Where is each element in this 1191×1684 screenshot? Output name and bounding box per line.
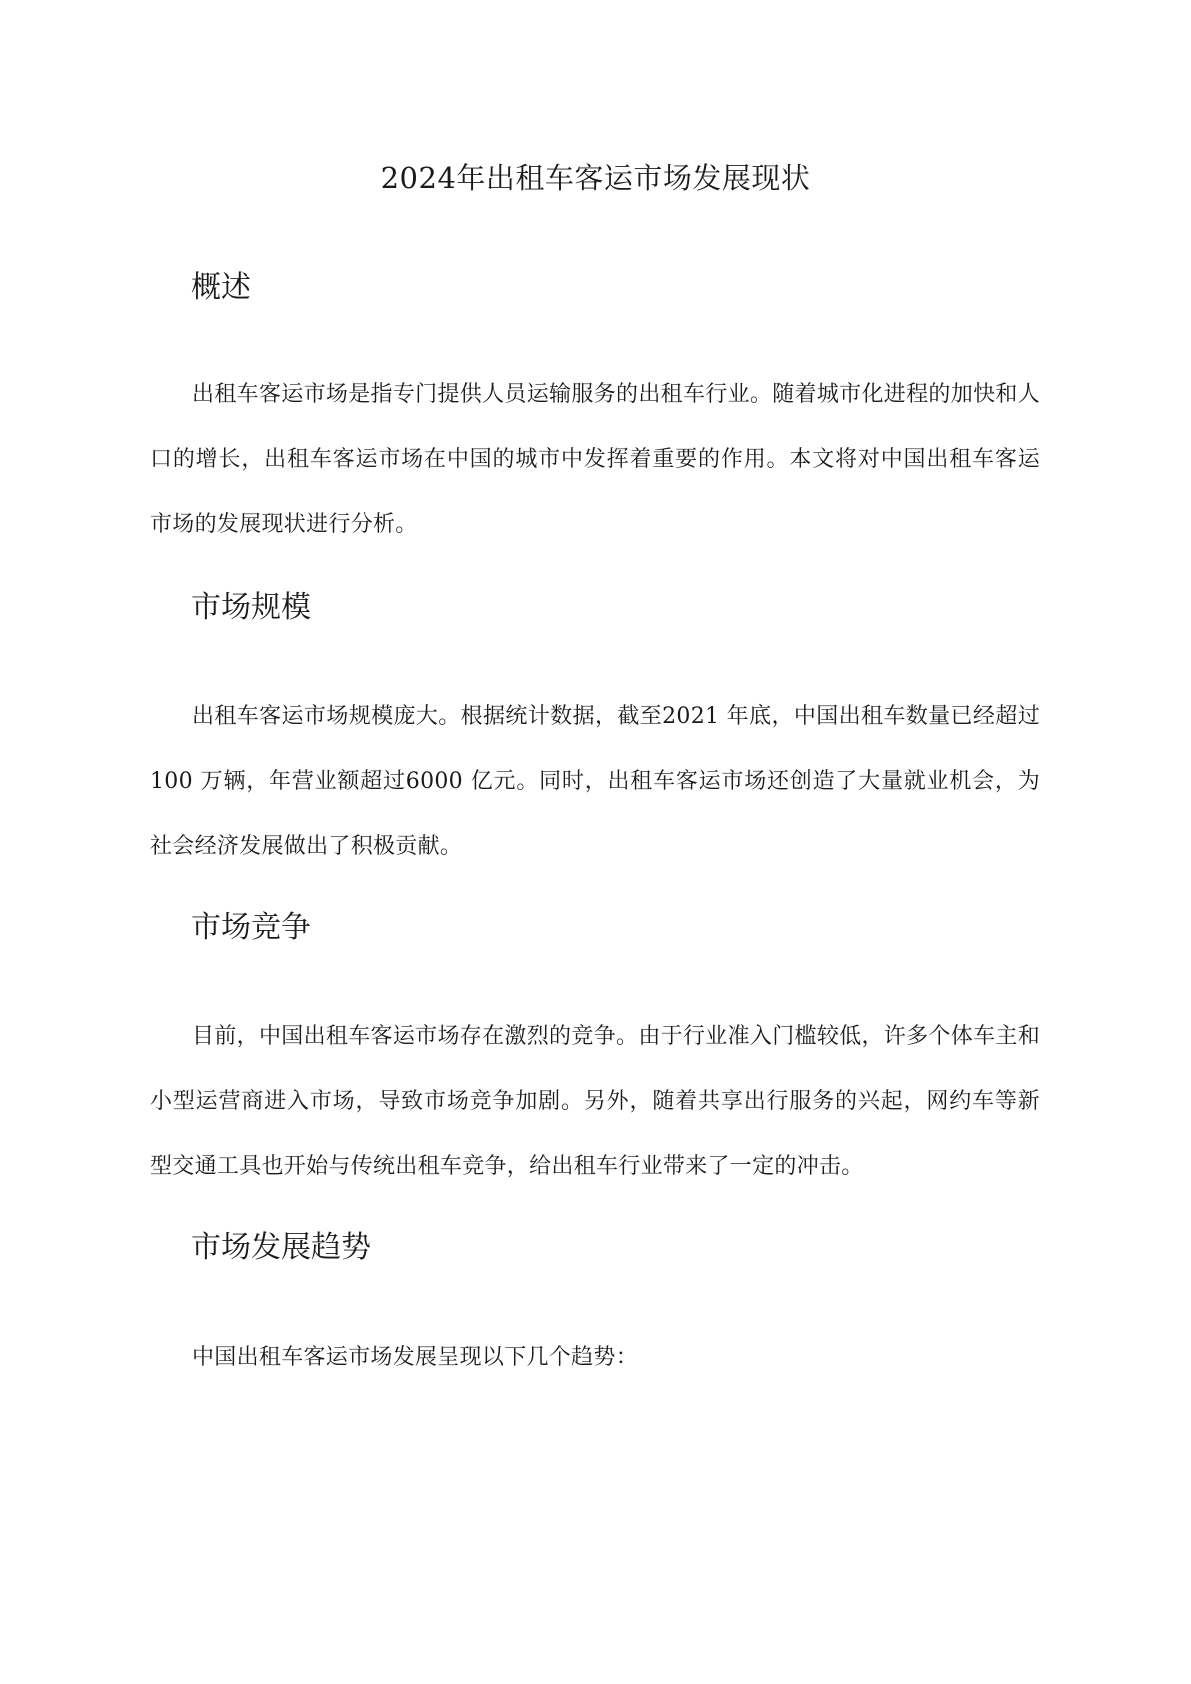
section-paragraph-overview: 出租车客运市场是指专门提供人员运输服务的出租车行业。随着城市化进程的加快和人口的增长，出租车客运市场在中国的城市中发挥着重要的作用。本文将对中国出租车客运市场的发展现状进行分析。: [150, 382, 1040, 537]
section-heading-trends: 市场发展趋势: [191, 1230, 371, 1265]
section-paragraph-trends: 中国出租车客运市场发展呈现以下几个趋势：: [192, 1345, 639, 1370]
section-paragraph-competition: 目前，中国出租车客运市场存在激烈的竞争。由于行业准入门槛较低，许多个体车主和小型运营商进入市场，导致市场竞争加剧。另外，随着共享出行服务的兴起，网约车等新型交通工具也开始与传统出租车竞争，给出租车行业带来了一定的冲击。: [150, 1024, 1040, 1179]
section-paragraph-market-size: 出租车客运市场规模庞大。根据统计数据，截至2021 年底，中国出租车数量已经超过100 万辆，年营业额超过6000 亿元。同时，出租车客运市场还创造了大量就业机会，为社会经济发展做出了积极贡献。: [150, 704, 1040, 859]
section-heading-overview: 概述: [191, 270, 251, 305]
section-heading-market-size: 市场规模: [191, 590, 311, 625]
document-title: 2024年出租车客运市场发展现状: [380, 161, 811, 195]
section-heading-competition: 市场竞争: [191, 910, 311, 945]
